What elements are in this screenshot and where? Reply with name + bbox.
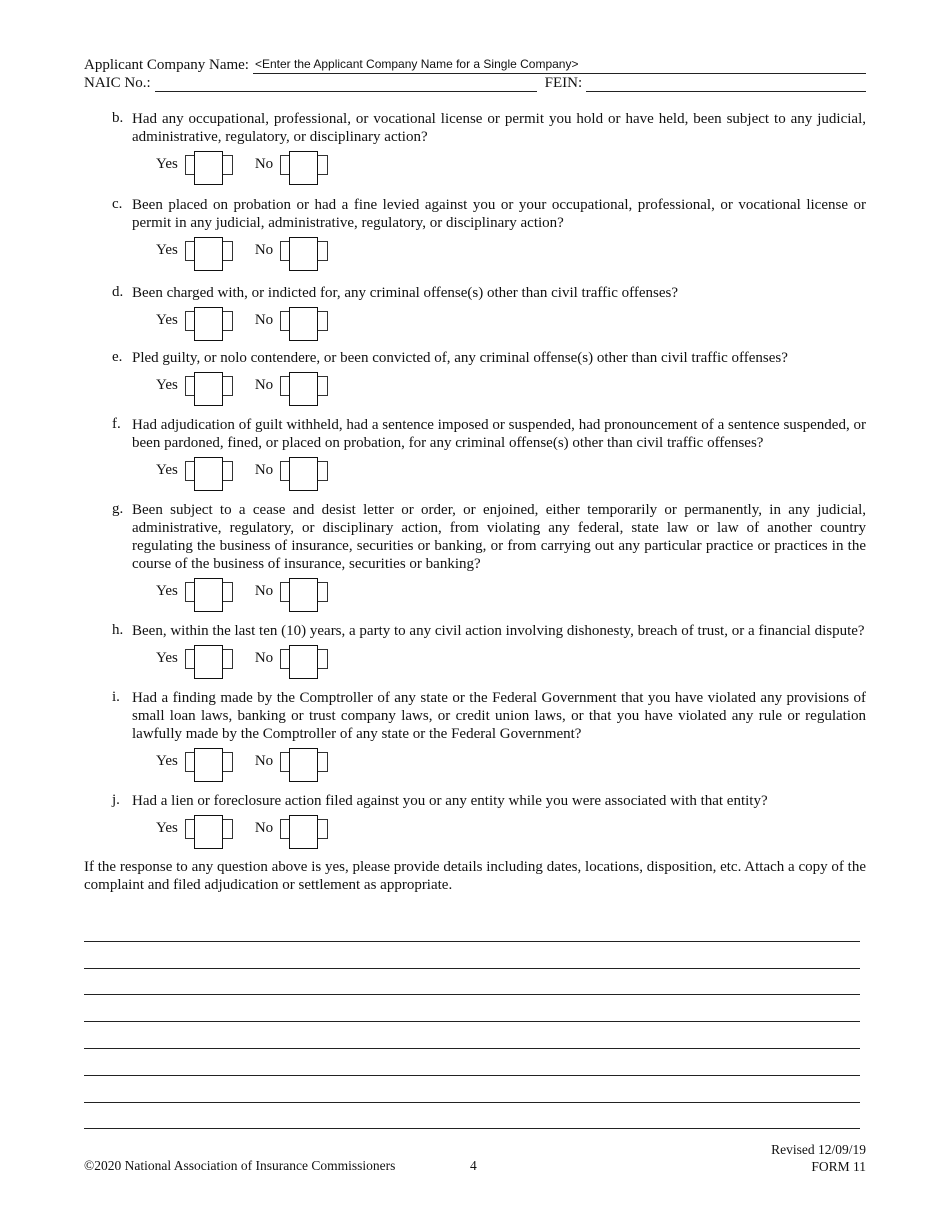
question-text: Had a lien or foreclosure action filed against you or any entity while you were associated with that entity? — [132, 793, 768, 809]
question-item — [112, 689, 866, 776]
fein-label: FEIN: — [544, 75, 583, 91]
no-checkbox[interactable] — [280, 372, 328, 398]
footer-copyright: ©2020 National Association of Insurance Commissioners — [84, 1158, 396, 1173]
details-instructions: If the response to any question above is yes, please provide details including dates, locations, disposition, etc. Attach a copy of the complaint and filed adjudication or settlement as appropriate. — [84, 859, 866, 893]
yes-no-group — [156, 455, 866, 485]
no-checkbox[interactable] — [280, 748, 328, 774]
yes-label: Yes — [156, 752, 178, 769]
question-list — [112, 110, 866, 843]
yes-no-group — [156, 305, 866, 335]
answer-line[interactable] — [84, 942, 860, 969]
question-item — [112, 110, 866, 179]
question-text: Pled guilty, or nolo contendere, or been convicted of, any criminal offense(s) other than civil traffic offenses? — [132, 350, 788, 366]
no-checkbox[interactable] — [280, 645, 328, 671]
question-item — [112, 349, 866, 400]
question-letter: d. — [112, 284, 124, 300]
no-label: No — [254, 649, 274, 666]
yes-no-group — [156, 576, 866, 606]
yes-checkbox[interactable] — [185, 815, 233, 841]
question-item — [112, 196, 866, 265]
details-answer-lines — [84, 915, 860, 1129]
question-text: Been charged with, or indicted for, any criminal offense(s) other than civil traffic offenses? — [132, 285, 679, 301]
no-label: No — [254, 582, 274, 599]
naic-fein-row — [84, 74, 866, 92]
form-number: FORM 11 — [811, 1159, 866, 1174]
answer-line[interactable] — [84, 915, 860, 942]
company-row — [84, 56, 866, 74]
no-checkbox[interactable] — [280, 457, 328, 483]
yes-checkbox[interactable] — [185, 307, 233, 333]
question-row — [112, 349, 866, 367]
naic-label: NAIC No.: — [84, 75, 151, 91]
question-letter: f. — [112, 416, 121, 432]
question-item — [112, 501, 866, 606]
no-label: No — [254, 241, 274, 258]
page-number: 4 — [470, 1158, 477, 1173]
company-name-label: Applicant Company Name: — [84, 57, 249, 73]
no-label: No — [254, 819, 274, 836]
yes-checkbox[interactable] — [185, 372, 233, 398]
question-letter: h. — [112, 622, 124, 638]
question-row — [112, 689, 866, 743]
question-letter: e. — [112, 349, 123, 365]
answer-line[interactable] — [84, 1049, 860, 1076]
yes-label: Yes — [156, 819, 178, 836]
answer-line[interactable] — [84, 1076, 860, 1103]
no-checkbox[interactable] — [280, 151, 328, 177]
question-row — [112, 284, 866, 302]
answer-line[interactable] — [84, 995, 860, 1022]
no-label: No — [254, 376, 274, 393]
question-row — [112, 792, 866, 810]
question-row — [112, 501, 866, 573]
question-letter: c. — [112, 196, 123, 212]
revised-date: Revised 12/09/19 — [771, 1142, 866, 1157]
yes-no-group — [156, 746, 866, 776]
question-item — [112, 792, 866, 843]
fein-field[interactable] — [586, 74, 866, 92]
answer-line[interactable] — [84, 1103, 860, 1130]
no-label: No — [254, 461, 274, 478]
question-text: Had adjudication of guilt withheld, had a sentence imposed or suspended, had pronouncement of a sentence suspended, or been pardoned, fined, or placed on probation, for any criminal offense(s) other than civil traffic offenses? — [132, 417, 866, 451]
yes-checkbox[interactable] — [185, 748, 233, 774]
form-header — [84, 56, 866, 92]
yes-no-group — [156, 149, 866, 179]
yes-label: Yes — [156, 241, 178, 258]
answer-line[interactable] — [84, 1022, 860, 1049]
no-checkbox[interactable] — [280, 237, 328, 263]
yes-checkbox[interactable] — [185, 457, 233, 483]
yes-label: Yes — [156, 311, 178, 328]
yes-no-group — [156, 235, 866, 265]
question-letter: j. — [112, 792, 120, 808]
yes-checkbox[interactable] — [185, 645, 233, 671]
question-text: Been subject to a cease and desist letter or order, or enjoined, either temporarily or permanently, in any judicial, administrative, regulatory, or disciplinary action, from violating any federal, state law or law of another country regulating the business of insurance, securities or banking, or from carrying out any particular practice or practices in the course of the business of insurance, securities or banking? — [132, 502, 866, 572]
no-label: No — [254, 155, 274, 172]
question-item — [112, 284, 866, 335]
yes-checkbox[interactable] — [185, 578, 233, 604]
question-text: Had a finding made by the Comptroller of any state or the Federal Government that you have violated any provisions of small loan laws, banking or trust company laws, or credit union laws, or that you have violated any rule or regulation lawfully made by the Comptroller of any state or the Federal Government? — [132, 690, 866, 742]
question-letter: b. — [112, 110, 124, 126]
footer-revision — [771, 1141, 866, 1175]
question-letter: g. — [112, 501, 124, 517]
question-row — [112, 196, 866, 232]
yes-label: Yes — [156, 461, 178, 478]
question-text: Been placed on probation or had a fine levied against you or your occupational, professional, or vocational license or permit in any judicial, administrative, regulatory, or disciplinary action? — [132, 197, 866, 231]
yes-label: Yes — [156, 376, 178, 393]
yes-checkbox[interactable] — [185, 237, 233, 263]
no-checkbox[interactable] — [280, 307, 328, 333]
no-label: No — [254, 752, 274, 769]
answer-line[interactable] — [84, 969, 860, 996]
question-row — [112, 622, 866, 640]
question-item — [112, 416, 866, 485]
yes-no-group — [156, 813, 866, 843]
yes-label: Yes — [156, 649, 178, 666]
naic-field[interactable] — [155, 74, 537, 92]
question-letter: i. — [112, 689, 120, 705]
yes-label: Yes — [156, 582, 178, 599]
yes-checkbox[interactable] — [185, 151, 233, 177]
yes-no-group — [156, 643, 866, 673]
question-item — [112, 622, 866, 673]
question-row — [112, 110, 866, 146]
question-text: Had any occupational, professional, or vocational license or permit you hold or have held, been subject to any judicial, administrative, regulatory, or disciplinary action? — [132, 111, 866, 145]
company-name-field[interactable]: <Enter the Applicant Company Name for a Single Company> — [253, 56, 866, 74]
yes-no-group — [156, 370, 866, 400]
question-row — [112, 416, 866, 452]
yes-label: Yes — [156, 155, 178, 172]
question-text: Been, within the last ten (10) years, a party to any civil action involving dishonesty, breach of trust, or a financial dispute? — [132, 623, 865, 639]
no-label: No — [254, 311, 274, 328]
no-checkbox[interactable] — [280, 578, 328, 604]
no-checkbox[interactable] — [280, 815, 328, 841]
